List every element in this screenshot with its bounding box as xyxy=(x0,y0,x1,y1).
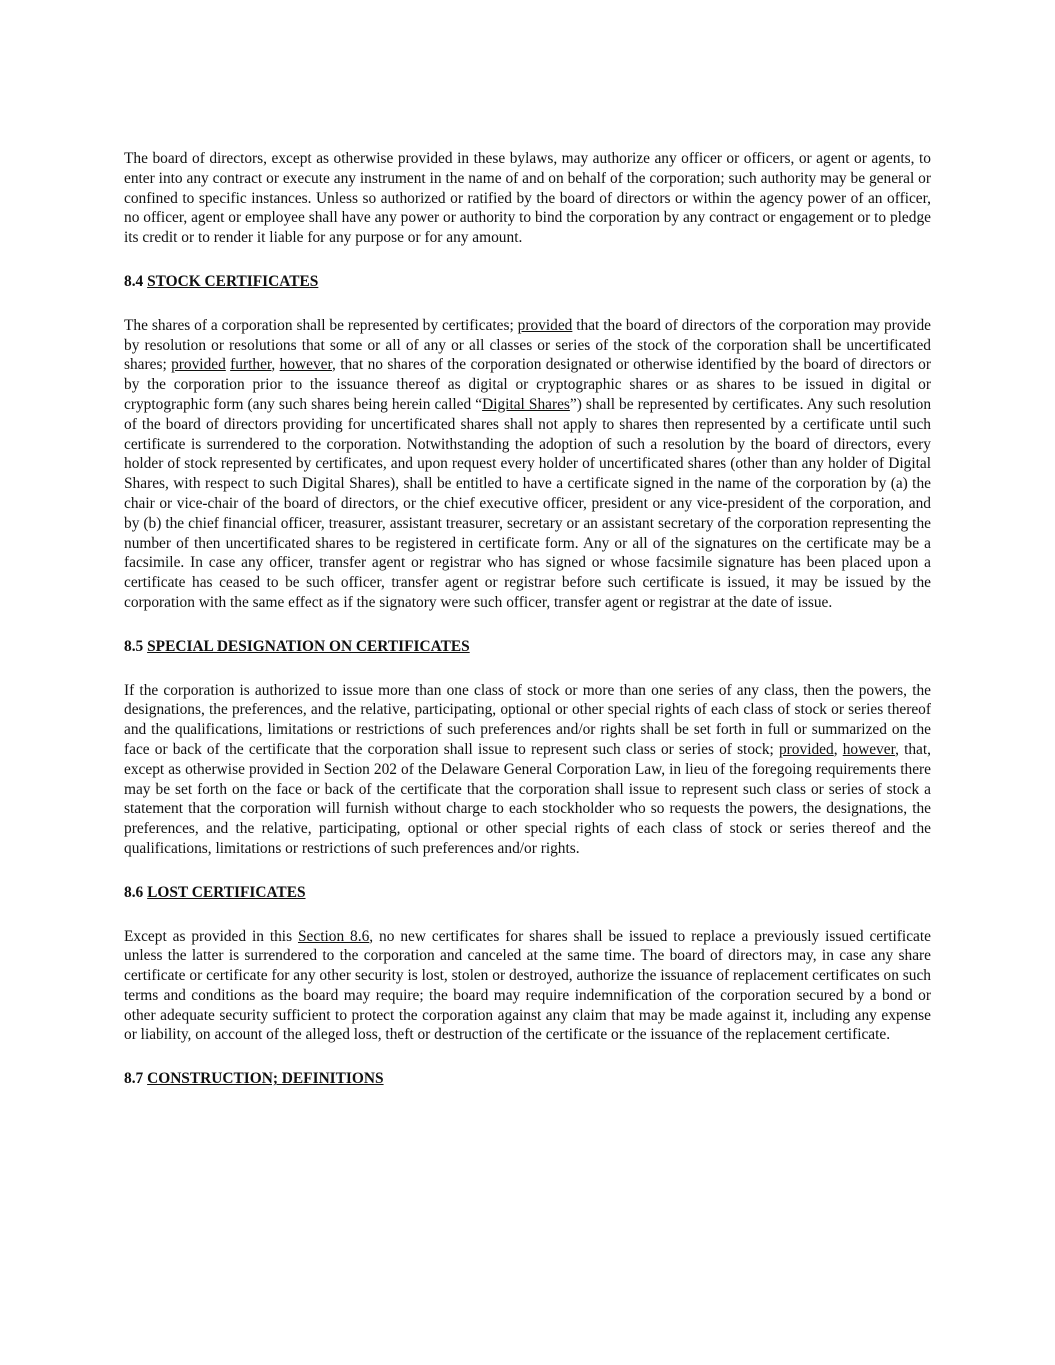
text-run: , that, except as otherwise provided in Section 202 of the Delaware General Corporation Law, in lieu of the foregoing requirements there may be set forth on the face or back of the certificate that the corporation shall issue to represent such class or series of stock a statement that the corporation will furnish without charge to each stockholder who so requests the powers, the designations, the preferences, and the relative, participating, optional or other special rights of each class of stock or series thereof and the qualifications, limitations or restrictions of such preferences and/or rights. xyxy=(124,740,931,857)
section-title: LOST CERTIFICATES xyxy=(147,883,306,901)
document-page xyxy=(124,149,931,1113)
intro-paragraph: The board of directors, except as otherwise provided in these bylaws, may authorize any officer or officers, or agent or agents, to enter into any contract or execute any instrument in the name of and on behalf of the corporation; such authority may be general or confined to specific instances. Unless so authorized or ratified by the board of directors or within the agency power of an officer, no officer, agent or employee shall have any power or authority to bind the corporation by any contract or engagement or to pledge its credit or to render it liable for any purpose or for any amount. xyxy=(124,150,931,247)
underlined-term: however xyxy=(279,356,332,374)
section-8-6-heading xyxy=(124,883,931,903)
section-number: 8.4 xyxy=(124,272,144,290)
section-cross-reference: Section 8.6 xyxy=(297,927,370,945)
text-run: , no new certificates for shares shall be issued to replace a previously issued certificate unless the latter is surrendered to the corporation and canceled at the same time. The board of directors may, in case any share certificate or certificate for any other security is lost, stolen or destroyed, authorize the issuance of replacement certificates on such terms and conditions as the board may require; the board may require indemnification of the corporation secured by a bond or other adequate security sufficient to protect the corporation against any claim that may be made against it, including any expense or liability, on account of the alleged loss, theft or destruction of the certificate or the issuance of the replacement certificate. xyxy=(124,927,931,1044)
section-number: 8.5 xyxy=(124,637,144,655)
section-8-4-paragraph xyxy=(124,316,931,613)
text-run: If the corporation is authorized to issue more than one class of stock or more than one series of any class, then the powers, the designations, the preferences, and the relative, participating, optional or other special rights of each class of stock or series thereof and the qualifications, limitations or restrictions of such preferences and/or rights shall be set forth in full or summarized on the face or back of the certificate that the corporation shall issue to represent such class or series of stock; xyxy=(124,681,931,758)
section-8-5-paragraph xyxy=(124,681,931,859)
section-number: 8.6 xyxy=(124,883,144,901)
underlined-term: however xyxy=(842,740,896,758)
underlined-term: provided xyxy=(171,356,226,374)
underlined-term: provided xyxy=(517,316,573,334)
section-8-6-paragraph xyxy=(124,927,931,1046)
section-number: 8.7 xyxy=(124,1070,144,1088)
text-run: that the board of directors of the corporation may provide by resolution or resolutions that some or all of any or all classes or series of the stock of the corporation shall be uncertificated shares; xyxy=(124,316,931,374)
section-title: STOCK CERTIFICATES xyxy=(147,272,319,290)
text-run: , that no shares of the corporation designated or otherwise identified by the board of directors or by the corporation prior to the issuance thereof as digital or cryptographic shares or as shares to be issued in digital or cryptographic form (any such shares being herein called “ xyxy=(124,356,931,413)
section-title: SPECIAL DESIGNATION ON CERTIFICATES xyxy=(147,637,470,655)
text-run: Except as provided in this xyxy=(124,927,298,945)
underlined-term: further xyxy=(230,356,272,374)
text-run: The shares of a corporation shall be represented by certificates; xyxy=(124,316,518,334)
defined-term-digital-shares: Digital Shares xyxy=(482,395,570,413)
section-8-5-heading xyxy=(124,637,931,657)
text-run: , xyxy=(271,356,280,374)
section-title: CONSTRUCTION; DEFINITIONS xyxy=(147,1070,384,1088)
underlined-term: provided xyxy=(778,740,834,758)
text-run: ”) shall be represented by certificates. Any such resolution of the board of directors providing for uncertificated shares shall not apply to shares then represented by a certificate until such certificate is surrendered to the corporation. Notwithstanding the adoption of such a resolution by the board of directors, every holder of stock represented by certificates, and upon request every holder of uncertificated shares (other than any holder of Digital Shares, with respect to such Digital Shares), shall be entitled to have a certificate signed in the name of the corporation by (a) the chair or vice-chair of the board of directors, or the chief executive officer, president or any vice-president of the corporation, and by (b) the chief financial officer, treasurer, assistant treasurer, secretary or an assistant secretary of the corporation representing the number of then uncertificated shares to be registered in certificate form. Any or all of the signatures on the certificate may be a facsimile. In case any officer, transfer agent or registrar who has signed or whose facsimile signature has been placed upon a certificate has ceased to be such officer, transfer agent or registrar before such certificate is issued, it may be issued by the corporation with the same effect as if the signatory were such officer, transfer agent or registrar at the date of issue. xyxy=(124,395,932,611)
text-run: , xyxy=(833,740,843,758)
section-8-4-heading xyxy=(124,272,931,292)
section-8-7-heading xyxy=(124,1069,931,1089)
